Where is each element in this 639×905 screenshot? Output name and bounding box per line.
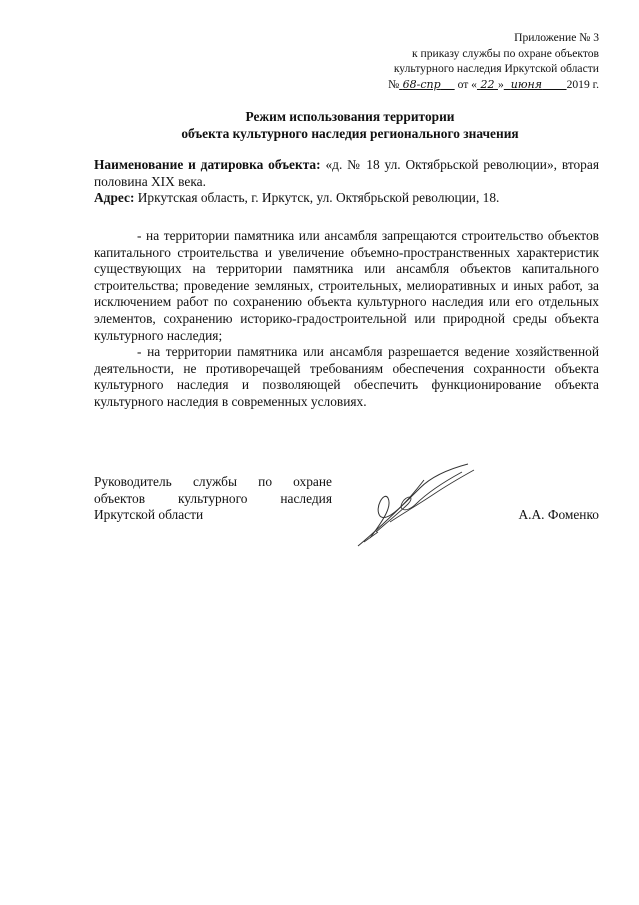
object-name xyxy=(94,157,599,190)
signature-block xyxy=(94,474,599,554)
object-name-label: Наименование и датировка объекта: xyxy=(94,157,321,172)
document-title xyxy=(60,108,639,142)
rule-permitted: - на территории памятника или ансамбля разрешается ведение хозяйственной деятельности, не противоречащей требованиям обеспечения сохранности объекта культурного наследия и позволяющей обеспечить функционирование объекта культурного наследия в современных условиях. xyxy=(94,344,599,409)
object-address-label: Адрес: xyxy=(94,190,135,206)
title-line-2: объекта культурного наследия регионального значения xyxy=(181,126,519,141)
appendix-order-ref: к приказу службы по охране объектов xyxy=(412,46,599,60)
object-address xyxy=(94,190,599,207)
usage-rules xyxy=(94,228,599,411)
rule-prohibited: - на территории памятника или ансамбля запрещаются строительство объектов капитального строительства и увеличение объемно-пространственных характеристик существующих на территории памятника или ансамбля объектов капитального строительства; проведение земляных, строительных, мелиоративных и иных работ, за исключением работ по сохранению объекта культурного наследия или его отдельных элементов, сохранению историко-градостроительной или природной среды объекта культурного наследия; xyxy=(94,228,599,343)
object-info xyxy=(94,157,599,207)
object-name-value: «д. № 18 ул. Октябрьской революции», вторая половина XIX века. xyxy=(94,157,599,189)
title-line-1: Режим использования территории xyxy=(245,109,455,124)
object-address-value: Иркутская область, г. Иркутск, ул. Октябрьской революции, 18. xyxy=(137,190,500,206)
appendix-number: Приложение № 3 xyxy=(514,31,599,44)
order-date-from: от « xyxy=(457,77,477,91)
order-number-handwritten: 68-спр xyxy=(402,77,441,91)
order-date-close: » xyxy=(497,77,504,91)
appendix-header xyxy=(339,30,599,92)
handwritten-signature xyxy=(350,458,480,553)
order-date-month: июня xyxy=(510,77,543,91)
appendix-authority: культурного наследия Иркутской области xyxy=(393,62,599,75)
order-date-year: 2019 г. xyxy=(566,77,599,91)
order-number-sign: № xyxy=(388,77,400,91)
order-date-day: 22 xyxy=(480,77,495,91)
order-number-date xyxy=(339,77,599,93)
signatory-name: А.А. Фоменко xyxy=(518,507,599,522)
signatory-position: Руководитель службы по охране объектов культурного наследия Иркутской области xyxy=(94,474,332,523)
